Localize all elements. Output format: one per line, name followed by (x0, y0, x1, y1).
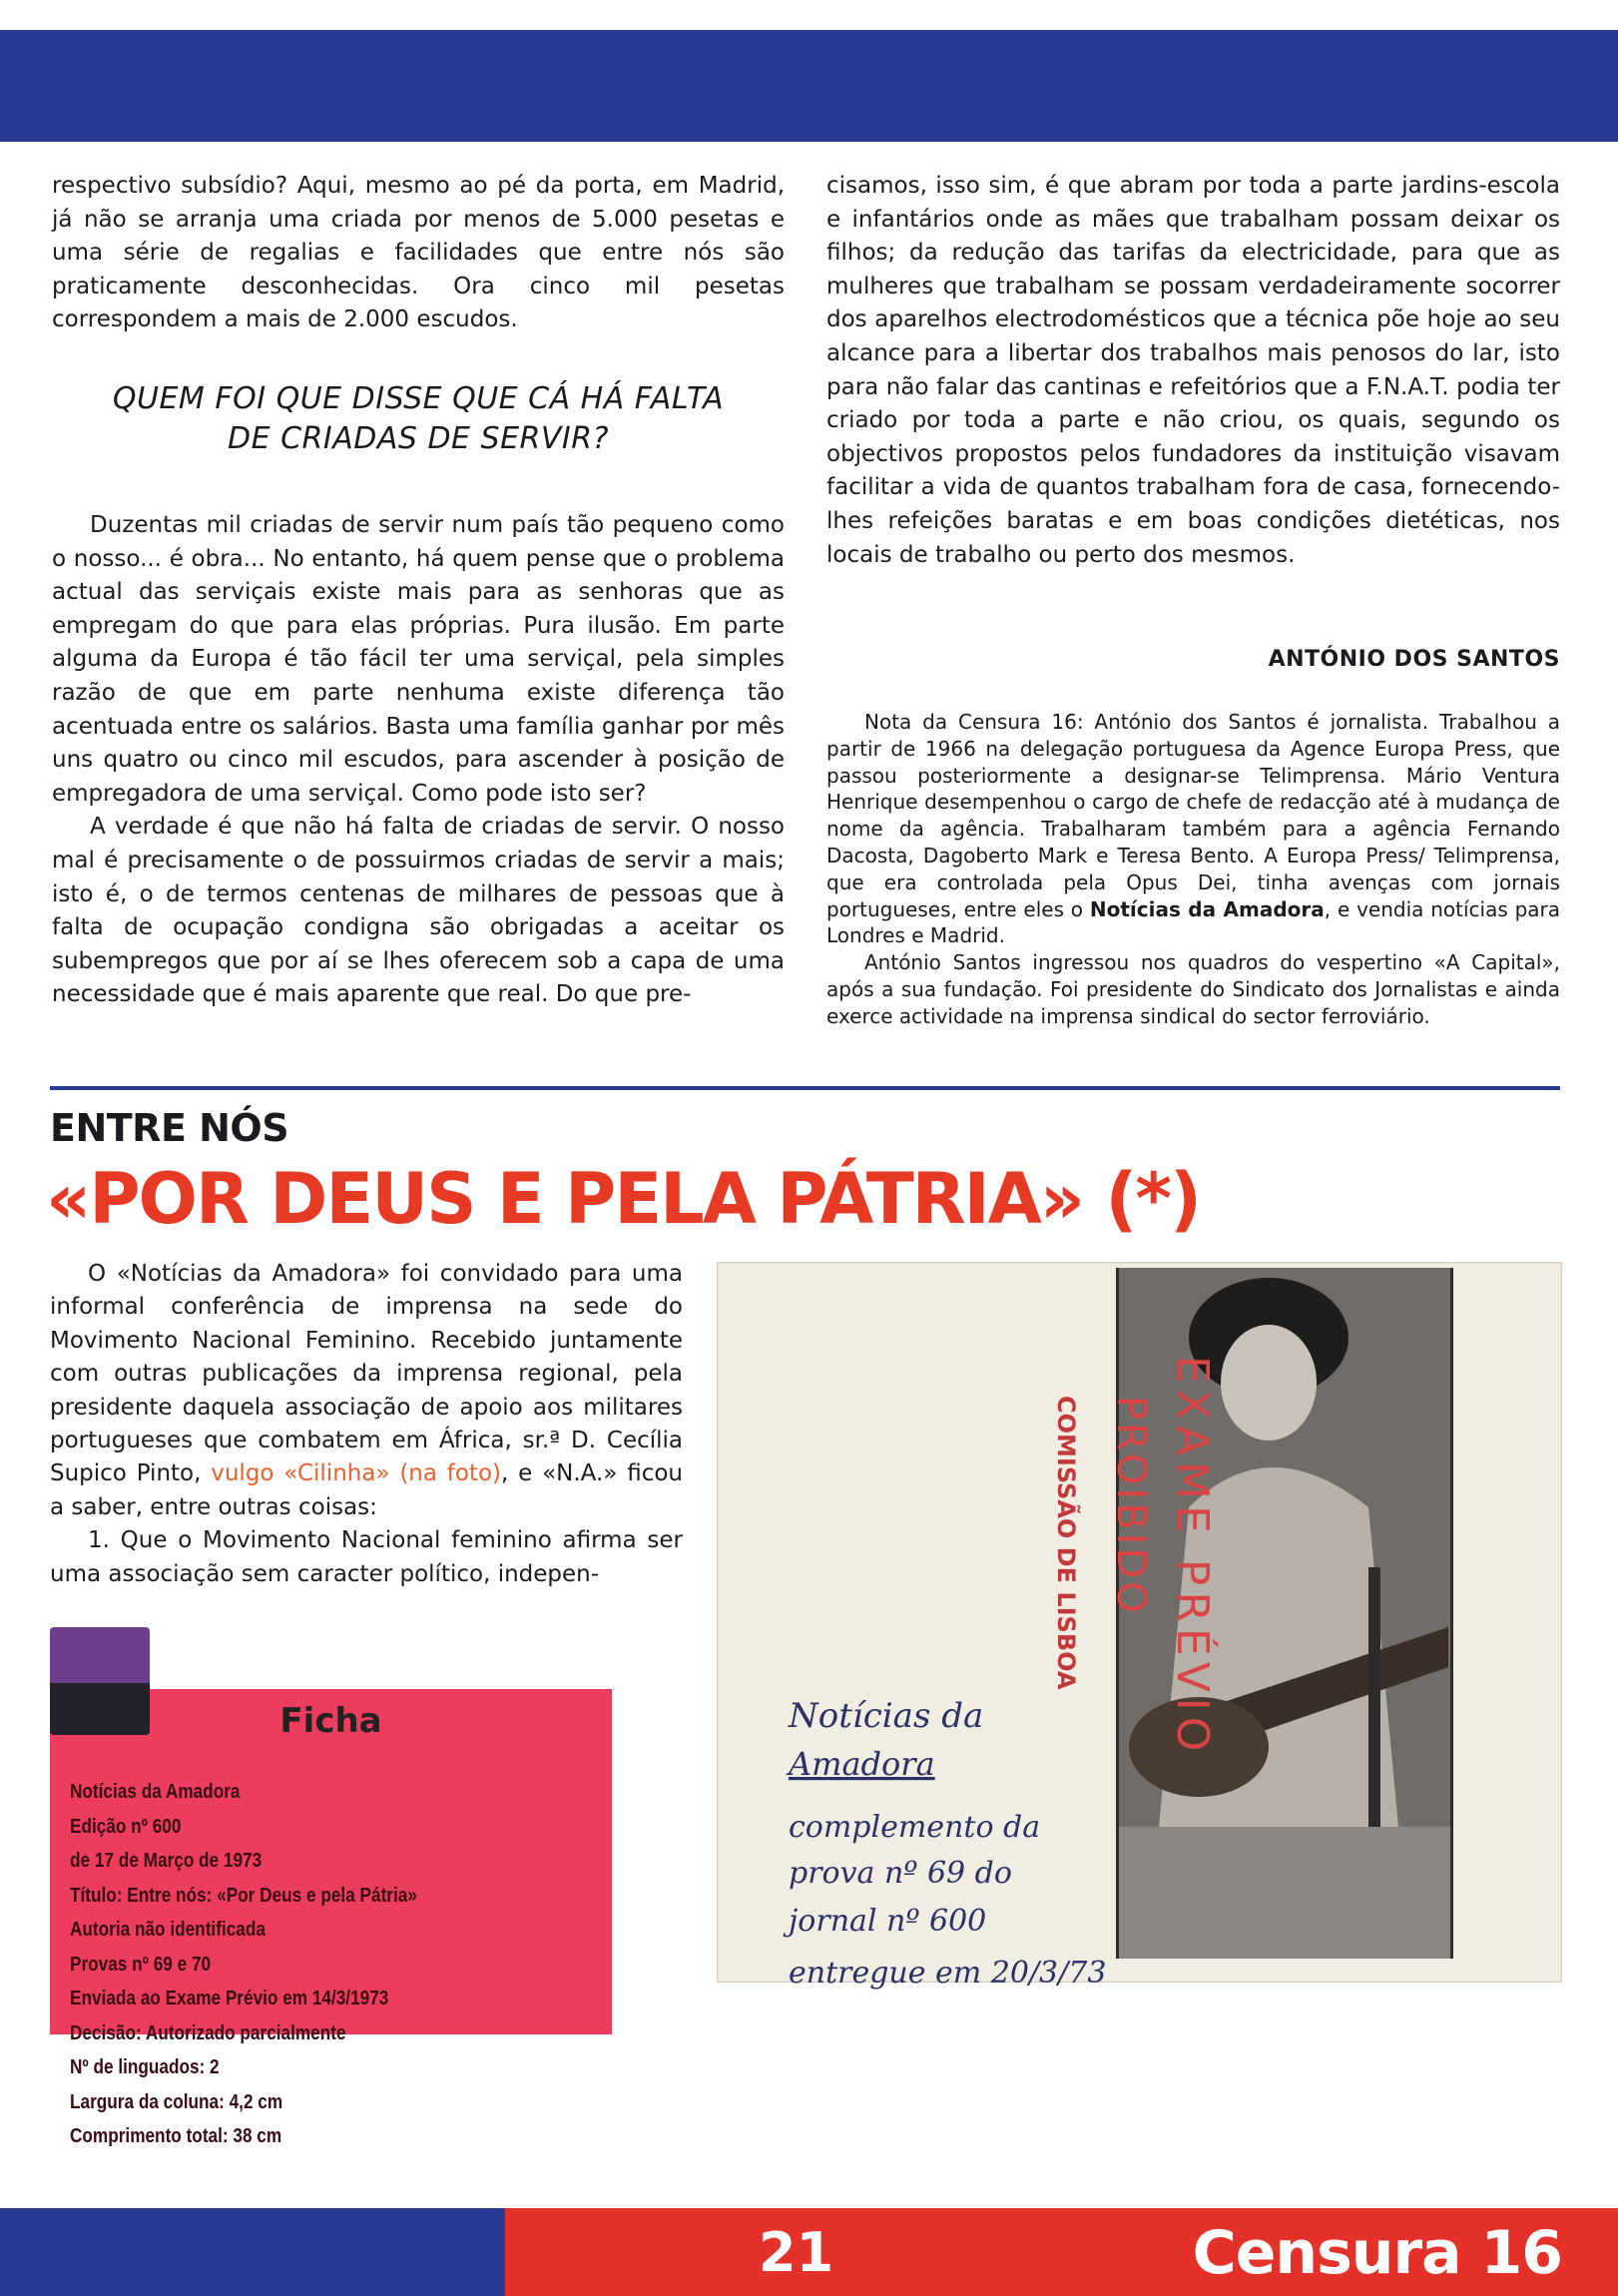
handwriting-line: Amadora (789, 1745, 935, 1783)
article-text-start: O «Notícias da Amadora» foi convidado para uma informal conferência de imprensa na sede do Movimento Nacional Feminino. Recebido juntamente com outras publicações da imprensa regional, pela presidente daquela associação de apoio aos militares portugueses que combatem em África, sr.ª D. Cecília Supico Pinto, (50, 1261, 683, 1487)
note-text-start: Nota da Censura 16: António dos Santos é jornalista. Trabalhou a partir de 1966 na delegação portuguesa da Agence Europa Press, que passou posteriormente a designar-se Telimprensa. Mário Ventura Henrique desempenhou o cargo de chefe de redacção até à mudança de nome da agência. Trabalharam também para a agência Fernando Dacosta, Dagoberto Mark e Teresa Bento. A Europa Press/ Telimprensa, que era controlada pela Opus Dei, tinha avenças com jornais portugueses, entre eles o (826, 710, 1560, 921)
left-paragraph-2: Duzentas mil criadas de servir num país tão pequeno como o nosso... é obra... No entanto, há quem pense que o problema actual das serviçais existe mais para as senhoras que as empregam do que para elas próprias. Pura ilusão. Em parte alguma da Europa é tão fácil ter uma serviçal, pela simples razão de que em parte nenhuma existe diferença tão acentuada entre os salários. Basta uma família ganhar por mês uns quatro ou cinco mil escudos, para ascender à posição de empregadora de uma serviçal. Como pode isto ser? (52, 511, 785, 807)
top-banner (0, 30, 1618, 142)
note-text-end: , e vendia notícias para Londres e Madrid. (826, 896, 1560, 948)
subheading (52, 379, 785, 459)
ficha-line: Título: Entre nós: «Por Deus e pela Pátria» (70, 1884, 417, 1907)
ficha-line: Edição nº 600 (70, 1815, 182, 1838)
ficha-line: Comprimento total: 38 cm (70, 2125, 282, 2147)
ficha-line: Largura da coluna: 4,2 cm (70, 2090, 283, 2113)
page-number: 21 (759, 2221, 834, 2284)
article-paragraph-1 (50, 1258, 683, 1524)
section-headline: «POR DEUS E PELA PÁTRIA» (*) (46, 1158, 1200, 1240)
ficha-line: Notícias da Amadora (70, 1781, 241, 1803)
handwritten-annotation (777, 1687, 1216, 2018)
article-body (50, 1258, 683, 1591)
footer-band-blue (0, 2208, 505, 2296)
article-text-end: , e «N.A.» ficou a saber, entre outras coisas: (50, 1460, 683, 1520)
ficha-line: Decisão: Autorizado parcialmente (70, 2021, 346, 2044)
left-paragraph-1: respectivo subsídio? Aqui, mesmo ao pé da porta, em Madrid, já não se arranja uma criada por menos de 5.000 pesetas e uma série de regalias e facilidades que entre nós são praticamente desconhecidas. Ora cinco mil pesetas correspondem a mais de 2.000 escudos. (52, 173, 785, 333)
ficha-line: de 17 de Março de 1973 (70, 1850, 263, 1872)
stamp-text-3: COMISSÃO DE LISBOA (1052, 1396, 1080, 1690)
handwriting-line: prova nº 69 do (789, 1856, 1012, 1891)
handwriting-line: jornal nº 600 (789, 1904, 987, 1939)
decor-square-purple (50, 1627, 150, 1683)
left-column (52, 170, 785, 1012)
handwriting-line: Notícias da (789, 1696, 984, 1736)
article-paragraph-2: 1. Que o Movimento Nacional feminino afirma ser uma associação sem caracter político, indepen- (50, 1527, 683, 1587)
photo-caption-reference: vulgo «Cilinha» (na foto) (211, 1460, 502, 1487)
decor-square-dark (50, 1683, 150, 1735)
section-divider (50, 1086, 1560, 1090)
author-byline: ANTÓNIO DOS SANTOS (1268, 647, 1560, 672)
stamp-text-2: PROIBIDO (1108, 1396, 1154, 1616)
ficha-line: Enviada ao Exame Prévio em 14/3/1973 (70, 1988, 389, 2009)
note-bold-newspaper: Notícias da Amadora (1089, 896, 1325, 921)
ficha-line: Provas nº 69 e 70 (70, 1953, 212, 1976)
ficha-line: Nº de linguados: 2 (70, 2056, 220, 2078)
handwriting-line: complemento da (789, 1810, 1041, 1845)
stamp-text-1: EXAME PRÉVIO (1167, 1356, 1218, 1758)
left-paragraph-3: A verdade é que não há falta de criadas de servir. O nosso mal é precisamente o de possuirmos criadas de servir a mais; isto é, o de termos centenas de milhares de pessoas que à falta de ocupação condigna são obrigadas a aceitar os subempregos que por aí se lhes oferecem sob a capa de uma necessidade que é mais aparente que real. Do que pre- (52, 814, 785, 1008)
subheading-line-2: DE CRIADAS DE SERVIR? (227, 420, 610, 456)
ficha-line: Autoria não identificada (70, 1919, 266, 1941)
right-paragraph-1: cisamos, isso sim, é que abram por toda a parte jardins-escola e infantários onde as mães que trabalham possam deixar os filhos; da redução das tarifas da electricidade, para que as mulheres que trabalham se possam verdadeiramente socorrer dos aparelhos electrodomésticos que a técnica põe hoje ao seu alcance para a libertar dos trabalhos mais penosos do lar, isto para não falar das cantinas e refeitórios que a F.N.A.T. podia ter criado por toda a parte e não criou, os quais, segundo os objectivos propostos pelos fundadores da instituição visavam facilitar a vida de quantos trabalham fora de casa, fornecendo-lhes refeições baratas e em boas condições dietéticas, nos locais de trabalho ou perto dos mesmos. (826, 173, 1560, 568)
magazine-name: Censura 16 (1192, 2218, 1562, 2288)
note-paragraph-1 (826, 709, 1560, 949)
ficha-lines (70, 1775, 525, 2154)
editor-note (826, 709, 1560, 1030)
note-paragraph-2: António Santos ingressou nos quadros do vespertino «A Capital», após a sua fundação. Foi presidente do Sindicato dos Jornalistas e ainda exerce actividade na imprensa sindical do sector ferroviário. (826, 950, 1560, 1028)
section-kicker: ENTRE NÓS (50, 1106, 289, 1150)
ficha-box (50, 1689, 612, 2147)
subheading-line-1: QUEM FOI QUE DISSE QUE CÁ HÁ FALTA (112, 380, 725, 416)
ficha-title: Ficha (279, 1701, 382, 1741)
handwriting-line: entregue em 20/3/73 (789, 1956, 1107, 1991)
right-column (826, 170, 1560, 572)
